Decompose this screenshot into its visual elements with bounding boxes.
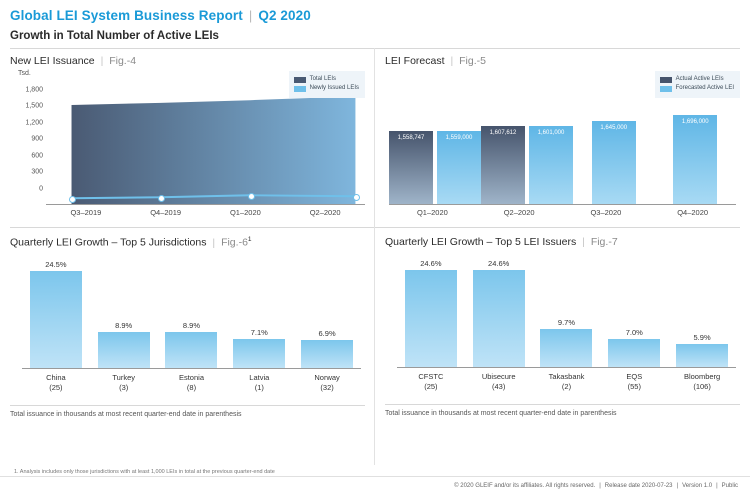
legend-item-newly-issued-leis — [294, 84, 359, 93]
fig6-footnote: 1. Analysis includes only those jurisdictions with at least 1,000 LEIs in total at the previous quarter-end date — [14, 469, 275, 475]
fig4-area-svg — [46, 81, 365, 204]
fig6-bar-value: 7.1% — [250, 328, 268, 338]
legend-label-newly-issued-leis: Newly Issued LEIs — [309, 85, 359, 92]
fig7-bar-group — [668, 266, 736, 367]
fig4-y-unit: Tsd. — [18, 70, 31, 77]
fig5-plot-area — [389, 115, 736, 205]
fig7-plot-area — [397, 259, 736, 368]
fig4-y-axis — [10, 71, 46, 205]
panel-top5-lei-issuers — [375, 236, 740, 418]
fig7-category-count: (55) — [627, 382, 641, 392]
fig6-category-labels — [22, 369, 361, 403]
legend-swatch-total-leis — [294, 77, 306, 83]
fig5-bar-group-q1 — [389, 115, 481, 204]
fig6-bar-norway[interactable] — [301, 329, 353, 367]
fig4-x-label: Q4–2019 — [150, 208, 182, 217]
fig5-plot — [385, 71, 740, 223]
fig7-category-label — [465, 368, 533, 402]
fig5-bar-value: 1,696,000 — [681, 119, 709, 125]
fig6-plot — [10, 253, 365, 403]
fig4-ytick: 900 — [31, 135, 43, 143]
fig4-x-label: Q2–2020 — [309, 208, 341, 217]
legend-item-total-leis — [294, 75, 359, 84]
fig5-bar-group-q4 — [655, 115, 737, 204]
fig7-bars — [397, 259, 736, 367]
panel-title-fig6 — [10, 236, 365, 249]
legend-swatch-forecasted-active-lei — [660, 86, 672, 92]
fig7-bar-group — [397, 259, 465, 367]
panel-title-fig5 — [385, 55, 740, 67]
fig6-label: Fig.-6 — [221, 236, 248, 249]
fig6-category-label — [225, 369, 293, 403]
footer-version: Version 1.0 — [682, 483, 713, 489]
fig6-title: Quarterly LEI Growth – Top 5 Jurisdictions — [10, 236, 207, 249]
legend-item-actual-active-leis — [660, 75, 734, 84]
fig7-bar-bloomberg[interactable] — [676, 332, 728, 367]
fig6-bar-value: 8.9% — [115, 321, 133, 331]
fig7-bar-value: 7.0% — [625, 327, 643, 337]
fig5-x-label: Q2–2020 — [503, 208, 535, 217]
legend-swatch-actual-active-leis — [660, 77, 672, 83]
fig6-bar-group — [158, 267, 226, 368]
fig7-category-name: Takasbank — [548, 372, 585, 381]
panel-top5-jurisdictions — [10, 236, 375, 418]
fig6-category-label — [22, 369, 90, 403]
fig4-x-labels — [46, 205, 365, 223]
footer-classification: Public — [721, 483, 738, 489]
fig7-category-count: (106) — [693, 382, 711, 392]
fig4-label: Fig.-4 — [109, 55, 137, 67]
fig6-category-count: (32) — [320, 382, 334, 392]
fig4-area-series — [46, 81, 365, 204]
report-header — [10, 8, 740, 23]
fig4-x-label: Q1–2020 — [229, 208, 261, 217]
fig5-x-labels — [389, 205, 736, 223]
fig6-category-name: Norway — [314, 372, 340, 382]
footer-sep-1: | — [599, 483, 601, 489]
fig5-title-sep: | — [450, 55, 454, 67]
fig7-category-label — [668, 368, 736, 402]
fig4-plot-area — [46, 81, 365, 205]
fig6-bar-latvia[interactable] — [233, 328, 285, 367]
fig4-ytick: 0 — [39, 185, 43, 193]
report-quarter: Q2 2020 — [258, 8, 311, 23]
header-separator: | — [248, 8, 253, 23]
fig6-bar-group — [90, 267, 158, 368]
fig7-bar-cfstc[interactable] — [405, 259, 457, 367]
fig6-bar-group — [293, 267, 361, 368]
fig4-plot — [10, 71, 365, 223]
fig7-bar-value: 5.9% — [693, 332, 711, 342]
fig6-title-sep: | — [212, 236, 216, 249]
fig7-bar-eqs[interactable] — [608, 327, 660, 367]
fig6-category-name: Turkey — [112, 372, 136, 382]
fig6-category-label — [158, 369, 226, 403]
fig4-ytick: 1,800 — [25, 86, 43, 94]
fig7-bar-takasbank[interactable] — [540, 317, 592, 367]
fig6-bar-value: 6.9% — [318, 329, 336, 339]
footer-sep-3: | — [716, 483, 718, 489]
fig6-category-label — [90, 369, 158, 403]
header-divider — [10, 48, 740, 49]
fig4-title: New LEI Issuance — [10, 55, 95, 67]
legend-swatch-newly-issued-leis — [294, 86, 306, 92]
report-footer — [0, 476, 750, 495]
fig6-category-name: Latvia — [249, 372, 270, 382]
charts-grid — [10, 55, 740, 418]
footer-sep-2: | — [676, 483, 679, 489]
report-subtitle: Growth in Total Number of Active LEIs — [10, 30, 219, 42]
fig6-footnote-marker: 1 — [247, 236, 252, 243]
fig6-category-name: China — [46, 372, 66, 382]
fig5-x-label: Q4–2020 — [677, 208, 709, 217]
fig7-category-name: CFSTC — [418, 372, 444, 381]
fig5-bar-group-q2 — [481, 115, 573, 204]
fig6-category-label — [293, 369, 361, 403]
panel-title-fig4 — [10, 55, 365, 67]
fig5-bar-value: 1,559,000 — [445, 135, 473, 142]
fig7-bar-value: 24.6% — [488, 259, 510, 269]
fig7-plot — [385, 252, 740, 402]
fig7-title: Quarterly LEI Growth – Top 5 LEI Issuers — [385, 236, 577, 248]
footer-copyright: © 2020 GLEIF and/or its affiliates. All rights reserved. — [454, 483, 596, 489]
fig5-bar-actual-q1[interactable] — [389, 131, 433, 204]
fig6-category-name: Estonia — [178, 372, 204, 382]
fig5-bar-forecast-q3[interactable] — [592, 121, 636, 204]
fig7-category-labels — [397, 368, 736, 402]
fig6-bar-group — [22, 259, 90, 368]
fig7-category-count: (43) — [492, 382, 506, 392]
fig6-bar-estonia[interactable] — [165, 321, 217, 367]
footer-release-date: Release date 2020-07-23 — [604, 483, 673, 489]
fig6-bars — [22, 259, 361, 368]
fig7-bar-value: 9.7% — [557, 317, 576, 327]
legend-label-total-leis: Total LEIs — [309, 76, 336, 82]
fig6-bar-group — [225, 267, 293, 368]
fig7-bar-group — [600, 266, 668, 367]
fig4-point-marker — [69, 196, 76, 203]
fig5-bar-forecast-q1[interactable] — [437, 131, 481, 204]
fig5-x-label: Q3–2020 — [590, 208, 622, 217]
fig7-category-count: (25) — [424, 382, 438, 392]
fig6-category-count: (25) — [49, 382, 63, 392]
fig6-bar-china[interactable] — [30, 259, 82, 368]
fig4-title-sep: | — [100, 55, 104, 67]
fig5-bar-forecast-q4[interactable] — [673, 115, 717, 204]
fig7-category-label — [533, 368, 601, 402]
fig7-bar-ubisecure[interactable] — [473, 259, 525, 367]
fig5-bar-group-q3 — [573, 115, 655, 204]
fig6-bar-turkey[interactable] — [98, 321, 150, 367]
fig5-bar-value: 1,607,612 — [489, 129, 517, 136]
fig5-label: Fig.-5 — [459, 55, 486, 67]
fig5-bar-value: 1,601,000 — [537, 129, 565, 136]
fig6-note: Total issuance in thousands at most recent quarter-end date in parenthesis — [10, 405, 365, 418]
fig6-bar-value: 24.5% — [45, 259, 67, 269]
fig4-ytick: 600 — [31, 152, 43, 160]
fig7-category-name: EQS — [626, 372, 643, 381]
fig4-ytick: 1,500 — [25, 102, 43, 110]
legend-item-forecasted-active-lei — [660, 84, 734, 93]
fig7-label: Fig.-7 — [590, 236, 618, 248]
fig7-note: Total issuance in thousands at most recent quarter-end date in parenthesis — [385, 404, 740, 417]
middle-divider — [10, 227, 740, 228]
legend-label-actual-active-leis: Actual Active LEIs — [675, 76, 724, 82]
fig6-bar-value: 8.9% — [182, 321, 201, 331]
fig7-bar-group — [533, 266, 601, 367]
fig5-bar-forecast-q2[interactable] — [529, 126, 573, 204]
fig4-legend — [289, 71, 365, 98]
fig7-category-count: (2) — [561, 382, 572, 392]
fig5-x-label: Q1–2020 — [416, 208, 448, 217]
fig5-bar-value: 1,558,747 — [397, 135, 425, 142]
fig7-category-name: Ubisecure — [481, 372, 516, 381]
panel-new-lei-issuance — [10, 55, 375, 223]
fig4-x-label: Q3–2019 — [70, 208, 102, 217]
fig6-category-count: (1) — [254, 382, 264, 392]
fig6-category-count: (3) — [119, 382, 129, 392]
fig7-category-label — [600, 368, 668, 402]
panel-title-fig7 — [385, 236, 740, 248]
fig5-bars — [389, 115, 736, 204]
report-title: Global LEI System Business Report — [10, 8, 243, 23]
fig6-plot-area — [22, 259, 361, 369]
fig5-bar-value: 1,645,000 — [600, 125, 628, 132]
fig5-title: LEI Forecast — [385, 55, 445, 67]
fig7-bar-value: 24.6% — [420, 259, 442, 269]
fig5-legend — [655, 71, 740, 98]
panel-lei-forecast — [375, 55, 740, 223]
fig7-category-name: Bloomberg — [683, 372, 721, 381]
fig6-category-count: (8) — [186, 382, 197, 392]
fig4-ytick: 300 — [31, 168, 43, 176]
fig7-bar-group — [465, 259, 533, 367]
fig7-category-label — [397, 368, 465, 402]
fig5-bar-actual-q2[interactable] — [481, 126, 525, 204]
fig4-point-marker — [353, 194, 360, 201]
fig4-ytick: 1,200 — [25, 119, 43, 127]
fig4-point-marker — [248, 193, 255, 200]
fig7-title-sep: | — [582, 236, 585, 248]
legend-label-forecasted-active-lei: Forecasted Active LEI — [675, 85, 734, 92]
